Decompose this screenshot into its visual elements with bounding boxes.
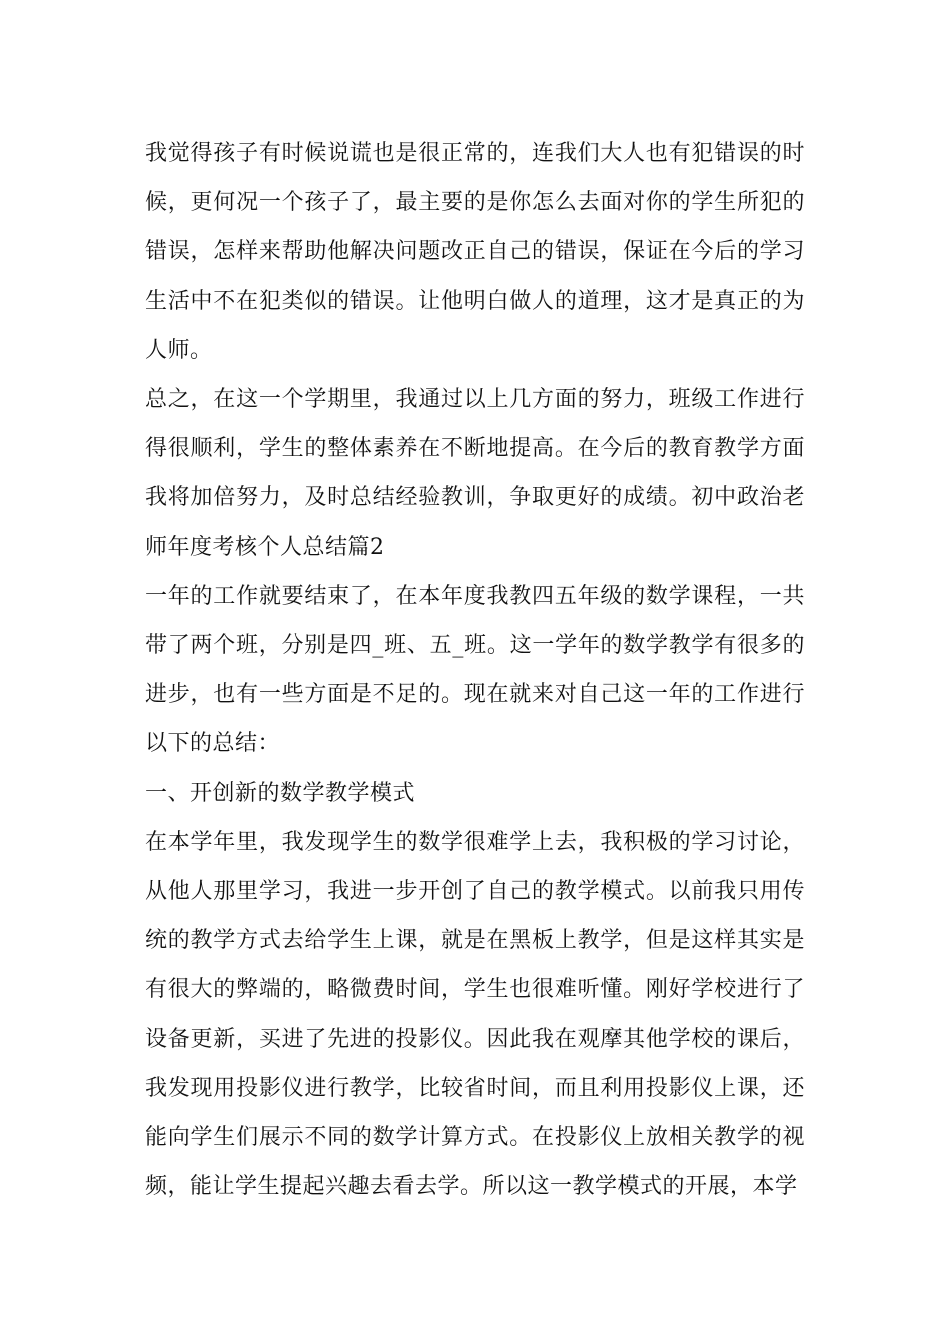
- section-heading: 一、开创新的数学教学模式: [145, 780, 416, 806]
- paragraph-3: 一年的工作就要结束了，在本年度我教四五年级的数学课程，一共带了两个班，分别是四_班、五_班。这一学年的数学教学有很多的进步，也有一些方面是不足的。现在就来对自己这一年的工作进行以下的总结：: [145, 583, 805, 757]
- paragraph-1: 我觉得孩子有时候说谎也是很正常的，连我们大人也有犯错误的时候，更何况一个孩子了，最主要的是你怎么去面对你的学生所犯的错误，怎样来帮助他解决问题改正自己的错误，保证在今后的学习生活中不在犯类似的错误。让他明白做人的道理，这才是真正的为人师。: [145, 141, 805, 363]
- paragraph-4: 在本学年里，我发现学生的数学很难学上去，我积极的学习讨论，从他人那里学习，我进一步开创了自己的教学模式。以前我只用传统的教学方式去给学生上课，就是在黑板上教学，但是这样其实是有很大的弊端的，略微费时间，学生也很难听懂。刚好学校进行了设备更新，买进了先进的投影仪。因此我在观摩其他学校的课后，我发现用投影仪进行教学，比较省时间，而且利用投影仪上课，还能向学生们展示不同的数学计算方式。在投影仪上放相关教学的视频，能让学生提起兴趣去看去学。所以这一教学模式的开展，本学: [145, 829, 805, 1200]
- paragraph-2: 总之，在这一个学期里，我通过以上几方面的努力，班级工作进行得很顺利，学生的整体素养在不断地提高。在今后的教育教学方面我将加倍努力，及时总结经验教训，争取更好的成绩。初中政治老师年度考核个人总结篇2: [145, 387, 805, 560]
- document-body: [145, 129, 805, 1211]
